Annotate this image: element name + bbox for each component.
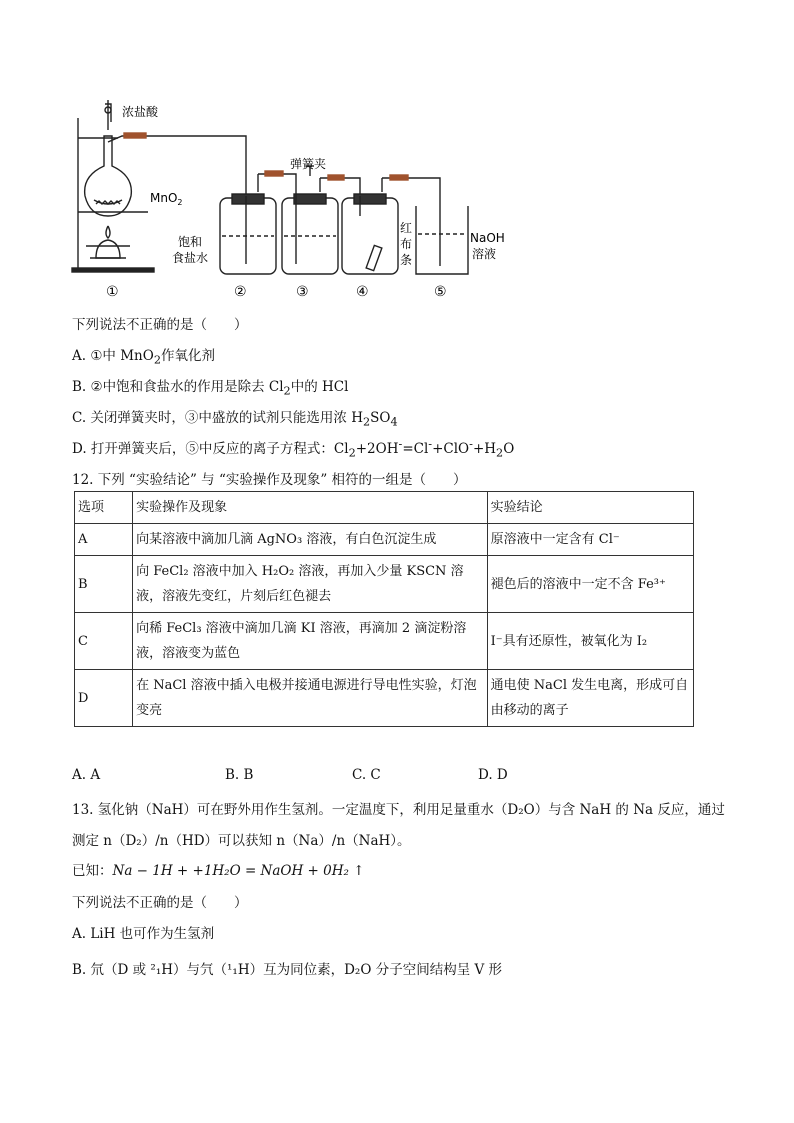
header-conclusion: 实验结论: [487, 492, 693, 524]
cell-operation: 在 NaCl 溶液中插入电极并接通电源进行导电性实验，灯泡变亮: [133, 670, 488, 727]
q11-stem: 下列说法不正确的是（ ）: [72, 317, 248, 333]
label-brine-2: 食盐水: [172, 251, 209, 265]
q11-option-c: C. 关闭弹簧夹时，③中盛放的试剂只能选用浓 $H_2SO_4$: [72, 410, 398, 429]
number-3: ③: [296, 284, 309, 300]
cell-conclusion: I⁻具有还原性，被氧化为 I₂: [487, 613, 693, 670]
q12-option-c: C. C: [352, 767, 381, 783]
header-option: 选项: [75, 492, 133, 524]
header-operation: 实验操作及现象: [133, 492, 488, 524]
stand-base: [72, 268, 154, 272]
q13-line-1: 13. 氢化钠（NaH）可在野外用作生氢剂。一定温度下，利用足量重水（D₂O）与含 NaH 的 Na 反应，通过: [72, 802, 725, 818]
q11-option-d: D. 打开弹簧夹后，⑤中反应的离子方程式：$Cl_2+2OH^-=Cl^-+ClO^-+H_2O$: [72, 437, 515, 460]
label-clamp: 弹簧夹: [290, 157, 327, 171]
cell-operation: 向某溶液中滴加几滴 AgNO₃ 溶液，有白色沉淀生成: [133, 524, 488, 556]
table-header-row: [75, 492, 694, 524]
cell-conclusion: 原溶液中一定含有 Cl⁻: [487, 524, 693, 556]
label-brine-1: 饱和: [178, 235, 203, 249]
label-naoh-2: 溶液: [472, 247, 497, 261]
q13-line-2: 测定 n（D₂）/n（HD）可以获知 n（Na）/n（NaH）。: [72, 833, 411, 849]
table-row: [75, 613, 694, 670]
q13-equation: Na − 1H + +1H₂O = NaOH + 0H₂ ↑: [112, 863, 365, 879]
apparatus-diagram: [60, 96, 540, 306]
tube-1: [108, 136, 246, 196]
table-row: [75, 556, 694, 613]
label-cloth-2: 布: [400, 237, 413, 251]
red-cloth: [366, 245, 382, 270]
q12-option-d: D. D: [478, 767, 508, 783]
cell-option: B: [75, 556, 133, 613]
q11-option-a: A. ①中 MnO$_2$作氧化剂: [72, 348, 215, 367]
q12-option-b: B. B: [225, 767, 254, 783]
cell-operation: 向稀 FeCl₃ 溶液中滴加几滴 KI 溶液，再滴加 2 滴淀粉溶液，溶液变为蓝色: [133, 613, 488, 670]
q13-stem: 下列说法不正确的是（ ）: [72, 895, 248, 911]
cell-option: A: [75, 524, 133, 556]
number-4: ④: [356, 284, 369, 300]
q13-option-b: B. 氘（D 或 ²₁H）与氕（¹₁H）互为同位素，D₂O 分子空间结构呈 V 形: [72, 962, 503, 978]
label-acid: 浓盐酸: [122, 105, 159, 119]
q12-table: [74, 491, 694, 727]
q13-known: 已知：Na − 1H + +1H₂O = NaOH + 0H₂ ↑: [72, 863, 365, 879]
table-row: [75, 524, 694, 556]
table-row: [75, 670, 694, 727]
q13-option-a: A. LiH 也可作为生氢剂: [72, 926, 215, 942]
label-naoh-1: NaOH: [470, 231, 505, 245]
beaker-5: [416, 206, 468, 274]
cell-conclusion: 褪色后的溶液中一定不含 Fe³⁺: [487, 556, 693, 613]
q12-stem: 12. 下列 “实验结论” 与 “实验操作及现象” 相符的一组是（ ）: [72, 472, 467, 488]
cell-conclusion: 通电使 NaCl 发生电离，形成可自由移动的离子: [487, 670, 693, 727]
cell-operation: 向 FeCl₂ 溶液中加入 H₂O₂ 溶液，再加入少量 KSCN 溶液，溶液先变红，片刻后红色褪去: [133, 556, 488, 613]
cell-option: D: [75, 670, 133, 727]
label-cloth-3: 条: [400, 253, 413, 267]
q11-option-b: B. ②中饱和食盐水的作用是除去 $Cl_2$中的 HCl: [72, 379, 349, 398]
label-cloth-1: 红: [400, 221, 413, 235]
number-5: ⑤: [434, 284, 447, 300]
number-2: ②: [234, 284, 247, 300]
cell-option: C: [75, 613, 133, 670]
label-mno2: MnO$_2$: [150, 191, 183, 207]
alcohol-lamp: [96, 240, 120, 258]
number-1: ①: [106, 284, 119, 300]
bottle-4: [342, 198, 398, 274]
q12-option-a: A. A: [72, 767, 101, 783]
